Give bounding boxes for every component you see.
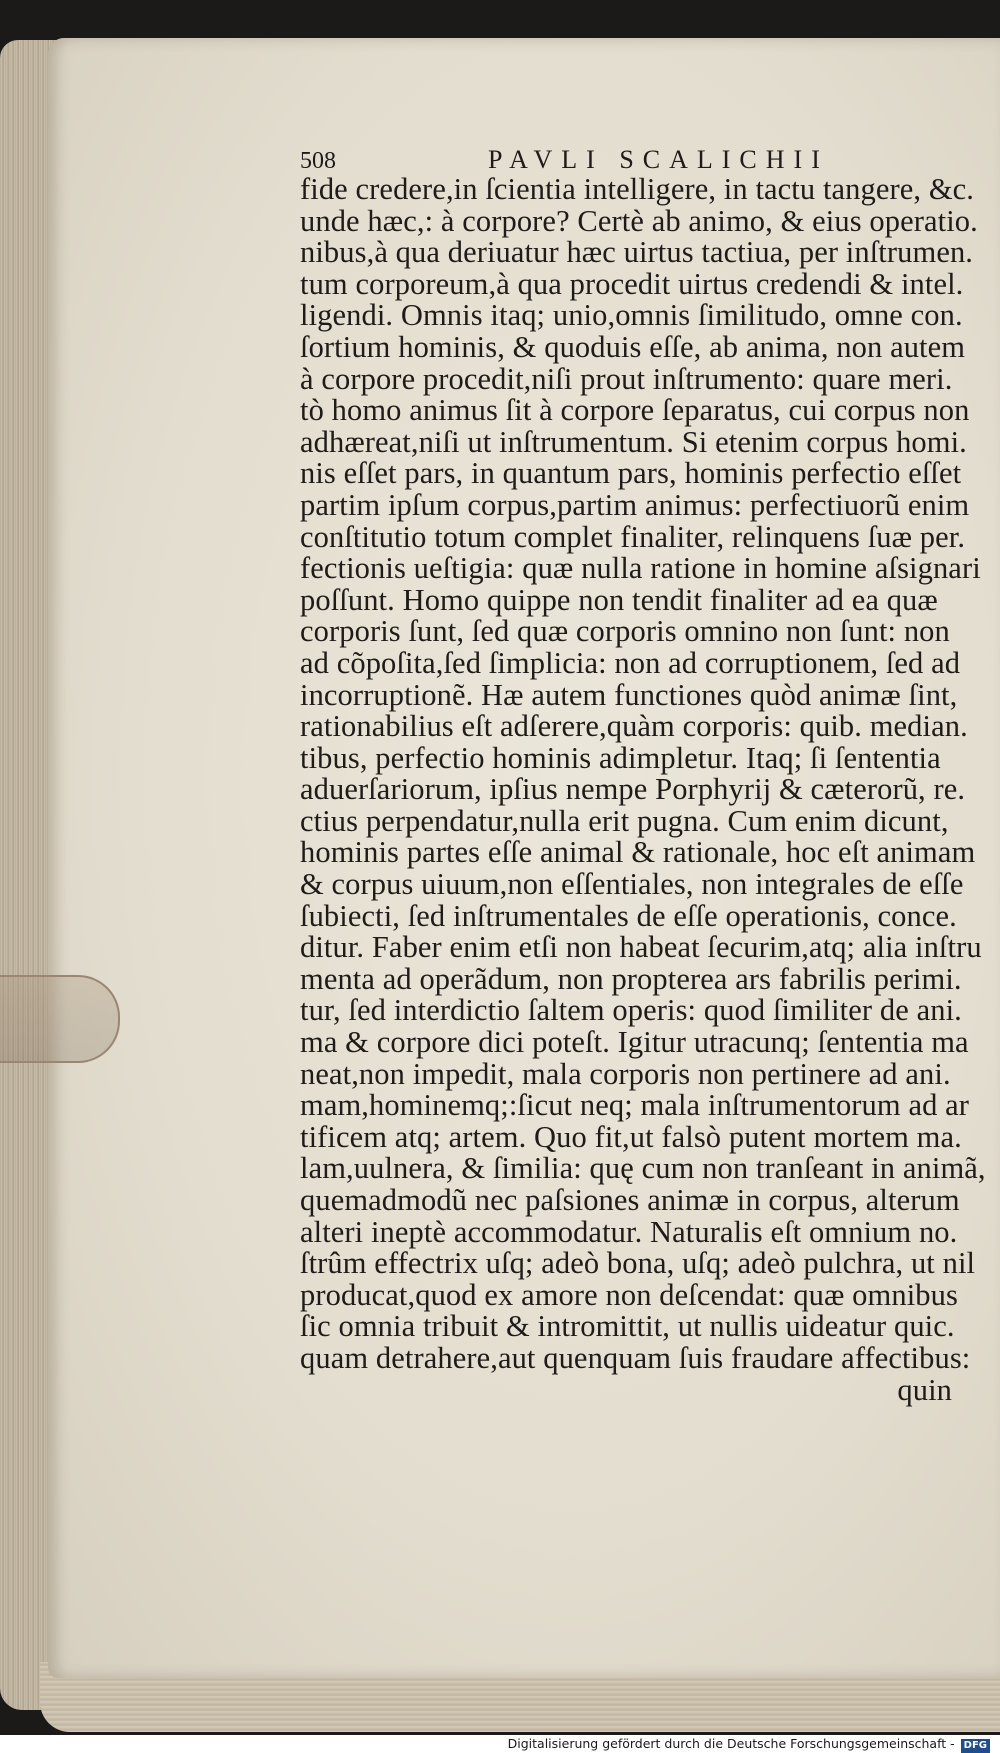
text-line: ditur. Faber enim etſi non habeat ſecurim,atq; alia inſtru (300, 930, 982, 965)
text-line: partim ipſum corpus,partim animus: perfectiuorũ enim (300, 487, 970, 522)
text-line: poſſunt. Homo quippe non tendit finaliter ad ea quæ (300, 582, 938, 617)
text-line: tò homo animus ſit à corpore ſeparatus, cui corpus non (300, 393, 970, 428)
text-line: ad cõpoſita,ſed ſimplicia: non ad corruptionem, ſed ad (300, 645, 961, 680)
text-line: tificem atq; artem. Quo fit,ut falsò putent mortem ma. (300, 1119, 962, 1154)
text-line: fide credere,in ſcientia intelligere, in tactu tangere, &c. (300, 172, 975, 206)
text-line: aduerſariorum, ipſius nempe Porphyrij & cæterorũ, re. (300, 772, 966, 807)
text-line: corporis ſunt, ſed quæ corporis omnino non ſunt: non (300, 614, 950, 649)
text-line: rationabilius eſt adſerere,quàm corporis: quib. median. (300, 709, 968, 744)
text-line: tibus, perfectio hominis adimpletur. Itaq; ſi ſententia (300, 740, 941, 775)
page-number: 508 (300, 148, 336, 174)
catchword: quin (897, 1372, 952, 1407)
text-line: ſtrûm effectrix uſq; adeò bona, uſq; adeò pulchra, ut nil (300, 1246, 976, 1281)
text-line: adhæreat,niſi ut inſtrumentum. Si etenim corpus homi. (300, 424, 967, 459)
text-line: ligendi. Omnis itaq; unio,omnis ſimilitudo, omne con. (300, 298, 963, 333)
page-header: PAVLI SCALICHII (488, 145, 829, 174)
text-line: menta ad operãdum, non propterea ars fabrilis perimi. (300, 961, 962, 996)
text-line: unde hæc,: à corpore? Certè ab animo, & eius operatio. (300, 203, 978, 238)
text-block (300, 140, 986, 1407)
text-line: lam,uulnera, & ſimilia: quę cum non tranſeant in animã, (300, 1151, 986, 1186)
digitization-credit (508, 1735, 990, 1753)
credit-text: Digitalisierung gefördert durch die Deutsche Forschungsgemeinschaft - (507, 1736, 955, 1751)
text-line: tur, ſed interdictio ſaltem operis: quod ſimiliter de ani. (300, 993, 962, 1028)
text-line: hominis partes eſſe animal & rationale, hoc eſt animam (300, 835, 976, 870)
text-line: incorruptionẽ. Hæ autem functiones quòd animæ ſint, (300, 677, 958, 712)
text-line: ſortium hominis, & quoduis eſſe, ab anima, non autem (300, 329, 966, 364)
text-line: ma & corpore dici poteſt. Igitur utracunq; ſententia ma (300, 1025, 969, 1060)
text-line: & corpus uiuum,non eſſentiales, non integrales de eſſe (300, 867, 964, 902)
text-line: tum corporeum,à qua procedit uirtus credendi & intel. (300, 266, 964, 301)
dfg-logo: DFG (961, 1739, 990, 1753)
text-line: neat,non impedit, mala corporis non pertinere ad ani. (300, 1056, 951, 1091)
text-line: ctius perpendatur,nulla erit pugna. Cum enim dicunt, (300, 803, 949, 838)
text-line: producat,quod ex amore non deſcendat: quæ omnibus (300, 1277, 958, 1312)
text-line: alteri ineptè accommodatur. Naturalis eſt omnium no. (300, 1214, 958, 1249)
running-head (300, 140, 980, 174)
text-line: nis eſſet pars, in quantum pars, hominis perfectio eſſet (300, 456, 962, 491)
text-line: ſubiecti, ſed inſtrumentales de eſſe operationis, conce. (300, 898, 957, 933)
text-line: conſtitutio totum complet finaliter, relinquens ſuæ per. (300, 519, 966, 554)
text-line: à corpore procedit,niſi prout inſtrumento: quare meri. (300, 361, 953, 396)
text-line: quemadmodũ nec paſsiones animæ in corpus, alterum (300, 1183, 960, 1217)
body-text (300, 172, 986, 1375)
text-line: ſic omnia tribuit & intromittit, ut nullis uideatur quic. (300, 1309, 955, 1344)
text-line: nibus,à qua deriuatur hæc uirtus tactiua, per inſtrumen. (300, 235, 974, 270)
page-clip (0, 975, 120, 1063)
text-line: fectionis ueſtigia: quæ nulla ratione in homine aſsignari (300, 551, 981, 586)
text-line: mam,hominemq;:ſicut neq; mala inſtrumentorum ad ar (300, 1088, 970, 1123)
text-line: quam detrahere,aut quenquam ſuis fraudare affectibus: (300, 1340, 971, 1375)
